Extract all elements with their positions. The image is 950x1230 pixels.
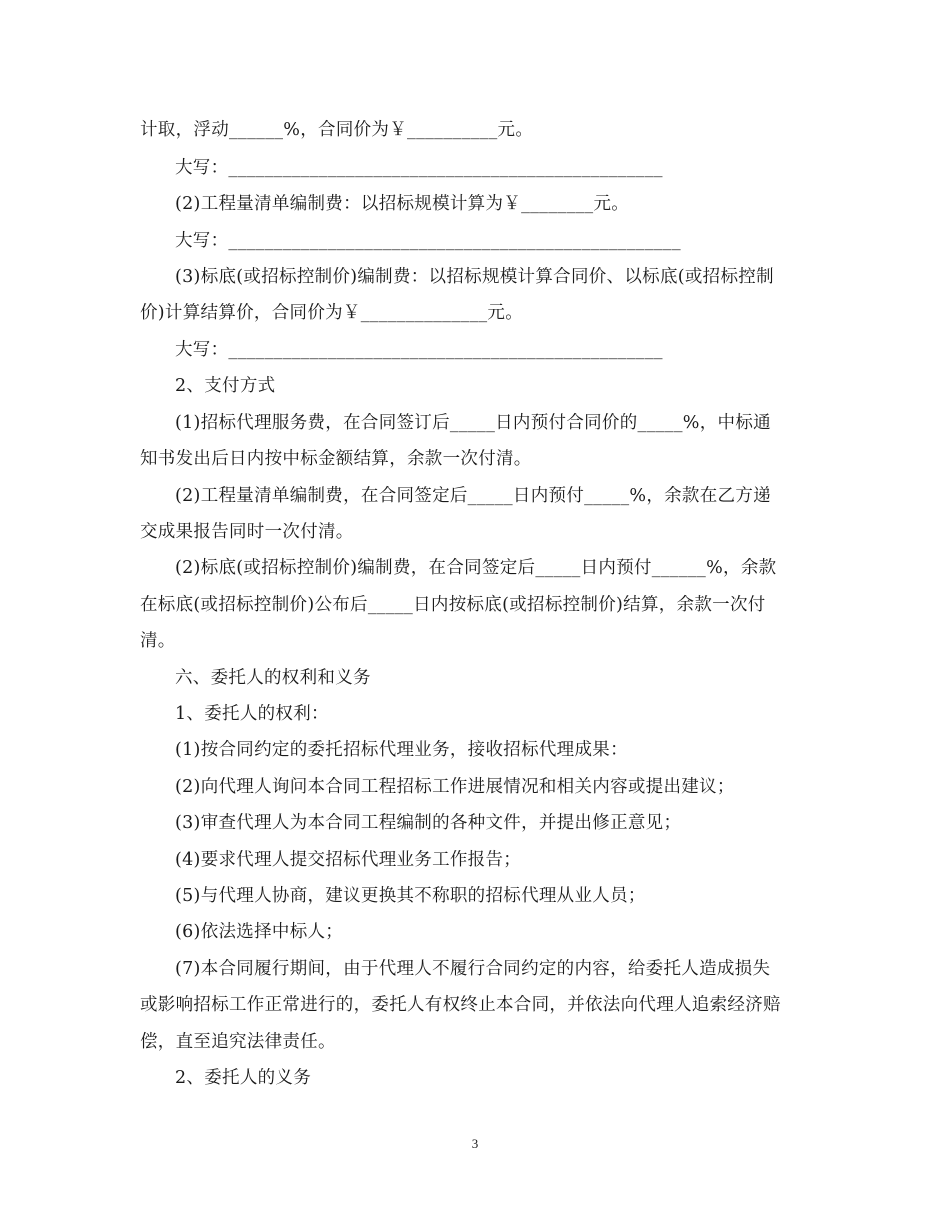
text-line: (2)工程量清单编制费，在合同签定后_____日内预付_____%，余款在乙方递	[175, 486, 771, 506]
text-line: 偿，直至追究法律责任。	[140, 1032, 336, 1052]
list-item: (6)依法选择中标人；	[175, 922, 344, 942]
list-item: (4)要求代理人提交招标代理业务工作报告；	[175, 850, 522, 870]
text-line: 清。	[140, 631, 176, 651]
text-line: 在标底(或招标控制价)公布后_____日内按标底(或招标控制价)结算，余款一次付	[140, 595, 766, 615]
text-line: 大写：________________________________________________	[175, 158, 663, 178]
list-item: (7)本合同履行期间，由于代理人不履行合同约定的内容，给委托人造成损失	[175, 959, 771, 979]
text-line: 知书发出后日内按中标金额结算，余款一次付清。	[140, 449, 532, 469]
text-line: (3)标底(或招标控制价)编制费：以招标规模计算合同价、以标底(或招标控制	[175, 267, 774, 287]
section-heading: 2、支付方式	[175, 376, 276, 396]
section-heading: 1、委托人的权利：	[175, 704, 329, 724]
section-heading: 六、委托人的权利和义务	[175, 668, 371, 688]
list-item: (3)审查代理人为本合同工程编制的各种文件，并提出修正意见；	[175, 813, 682, 833]
page-number: 3	[471, 1136, 479, 1151]
text-line: 价)计算结算价，合同价为￥______________元。	[140, 303, 524, 323]
text-line: 或影响招标工作正常进行的，委托人有权终止本合同，并依法向代理人追索经济赔	[140, 995, 781, 1015]
list-item: (5)与代理人协商，建议更换其不称职的招标代理从业人员；	[175, 886, 646, 906]
text-line: (1)招标代理服务费，在合同签订后_____日内预付合同价的_____%，中标通	[175, 413, 771, 433]
list-item: (1)按合同约定的委托招标代理业务，接收招标代理成果：	[175, 740, 628, 760]
text-line: (2)标底(或招标控制价)编制费，在合同签定后_____日内预付______%，余款	[175, 558, 777, 578]
text-line: 计取，浮动______%，合同价为￥__________元。	[140, 120, 534, 140]
section-heading: 2、委托人的义务	[175, 1068, 312, 1088]
text-line: (2)工程量清单编制费：以招标规模计算为￥________元。	[175, 194, 630, 214]
text-line: 大写：__________________________________________________	[175, 231, 681, 251]
list-item: (2)向代理人询问本合同工程招标工作进展情况和相关内容或提出建议；	[175, 777, 735, 797]
text-line: 交成果报告同时一次付清。	[140, 522, 354, 542]
text-line: 大写：________________________________________________	[175, 340, 663, 360]
